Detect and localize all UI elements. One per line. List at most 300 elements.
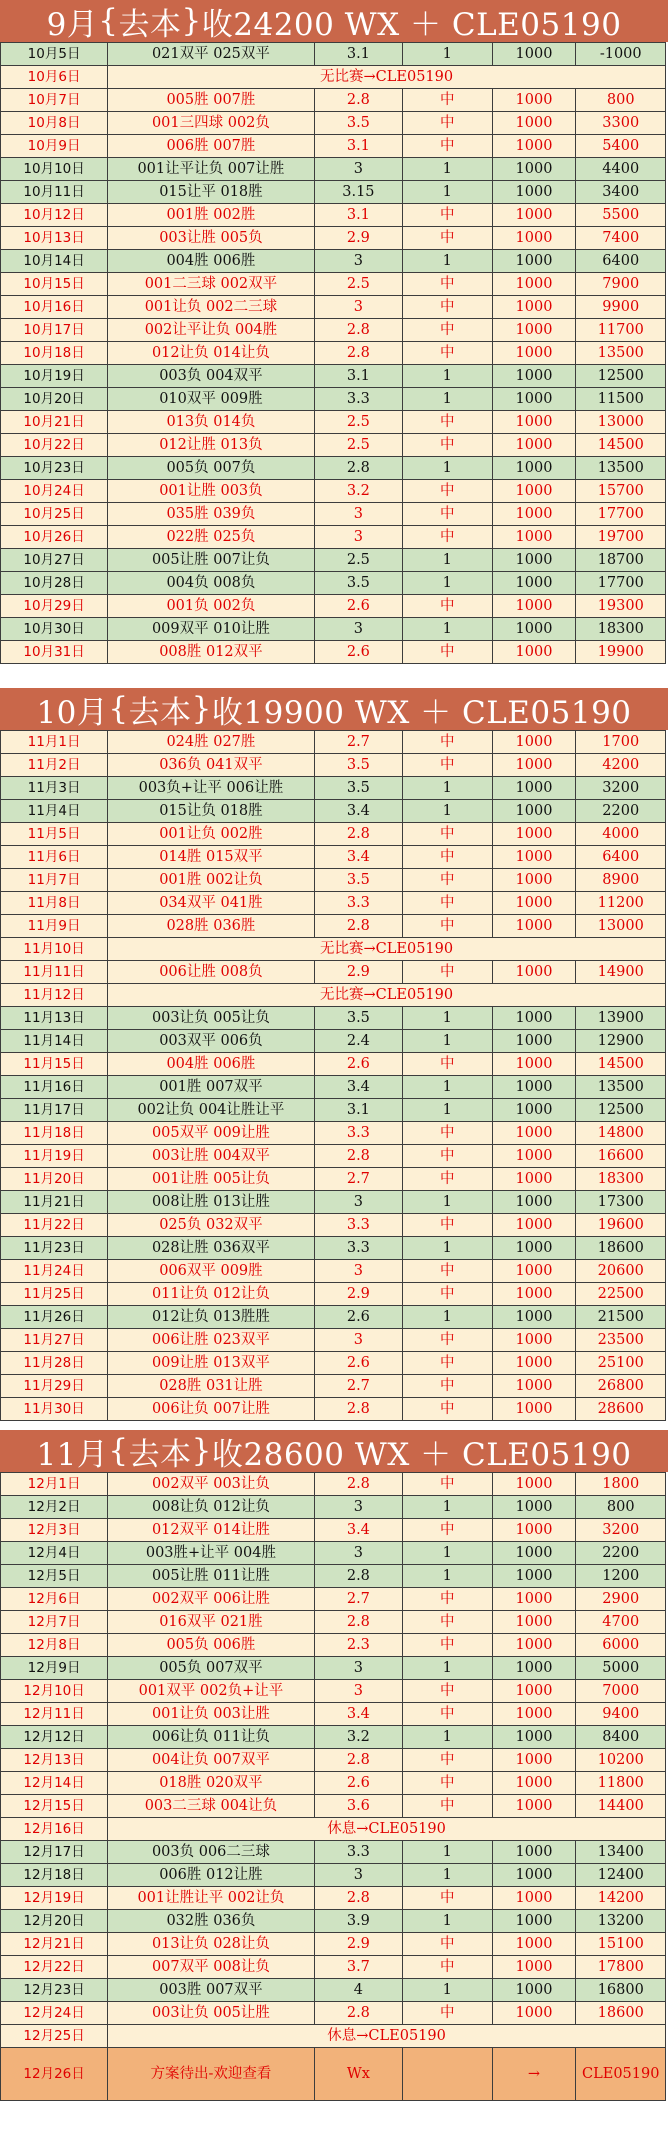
result-row [1, 526, 666, 549]
month-banner-october [0, 688, 668, 730]
odds-cell: 2.9 [314, 1283, 402, 1306]
result-row [1, 1283, 666, 1306]
result-row [1, 915, 666, 938]
balance-cell: 3200 [576, 1519, 666, 1542]
date-cell: 11月2日 [1, 754, 108, 777]
date-cell: 10月30日 [1, 618, 108, 641]
picks-cell: 004负 008负 [108, 572, 315, 595]
picks-cell: 032胜 036负 [108, 1910, 315, 1933]
date-cell: 12月13日 [1, 1749, 108, 1772]
date-cell: 11月22日 [1, 1214, 108, 1237]
odds-cell: 2.8 [314, 457, 402, 480]
stake-cell: 1000 [492, 961, 576, 984]
stake-cell: 1000 [492, 342, 576, 365]
result-row [1, 1145, 666, 1168]
picks-cell: 025负 032双平 [108, 1214, 315, 1237]
result-row [1, 480, 666, 503]
banner-open-brace: { [98, 3, 119, 39]
odds-cell: 3.3 [314, 1841, 402, 1864]
picks-cell: 009双平 010让胜 [108, 618, 315, 641]
stake-cell: 1000 [492, 1214, 576, 1237]
result-row [1, 365, 666, 388]
result-row [1, 388, 666, 411]
balance-cell: 800 [576, 89, 666, 112]
result-cell: 1 [403, 388, 492, 411]
result-row [1, 1956, 666, 1979]
balance-cell: 19900 [576, 641, 666, 664]
picks-cell: 001负 002负 [108, 595, 315, 618]
stake-cell: 1000 [492, 1237, 576, 1260]
date-cell: 12月9日 [1, 1657, 108, 1680]
picks-cell: 001胜 002让负 [108, 869, 315, 892]
banner-label: 去本 [128, 1436, 192, 1473]
result-cell: 1 [403, 1099, 492, 1122]
date-cell: 11月21日 [1, 1191, 108, 1214]
picks-cell: 003负 006二三球 [108, 1841, 315, 1864]
result-cell: 1 [403, 1864, 492, 1887]
odds-cell: 2.5 [314, 549, 402, 572]
result-cell: 1 [403, 457, 492, 480]
result-cell: 中 [403, 1703, 492, 1726]
result-cell: 1 [403, 549, 492, 572]
picks-cell: 001让胜 005让负 [108, 1168, 315, 1191]
result-cell: 中 [403, 846, 492, 869]
month-banner-september [0, 0, 668, 42]
result-cell: 中 [403, 1519, 492, 1542]
stake-cell: 1000 [492, 1007, 576, 1030]
stake-cell: 1000 [492, 1703, 576, 1726]
balance-cell: 13900 [576, 1007, 666, 1030]
balance-cell: 11500 [576, 388, 666, 411]
picks-cell: 001胜 002胜 [108, 204, 315, 227]
date-cell: 12月16日 [1, 1818, 108, 1841]
result-row [1, 457, 666, 480]
result-row [1, 1565, 666, 1588]
result-row [1, 135, 666, 158]
date-cell: 12月11日 [1, 1703, 108, 1726]
stake-cell: 1000 [492, 1565, 576, 1588]
date-cell: 11月7日 [1, 869, 108, 892]
result-cell: 1 [403, 1191, 492, 1214]
rest-day-note: 休息→CLE05190 [108, 2025, 666, 2048]
result-cell: 中 [403, 204, 492, 227]
result-row [1, 1933, 666, 1956]
picks-cell: 024胜 027胜 [108, 731, 315, 754]
result-cell: 中 [403, 1352, 492, 1375]
balance-cell: 19700 [576, 526, 666, 549]
date-cell: 12月14日 [1, 1772, 108, 1795]
picks-cell: 003让负 005让负 [108, 1007, 315, 1030]
picks-cell: 004胜 006胜 [108, 250, 315, 273]
picks-cell: 004胜 006胜 [108, 1053, 315, 1076]
odds-cell: 3 [314, 1329, 402, 1352]
result-cell: 中 [403, 961, 492, 984]
result-cell: 1 [403, 1910, 492, 1933]
balance-cell: 13500 [576, 342, 666, 365]
picks-cell: 012双平 014让胜 [108, 1519, 315, 1542]
result-row [1, 411, 666, 434]
balance-cell: 6400 [576, 846, 666, 869]
no-match-row [1, 1818, 666, 1841]
result-row [1, 846, 666, 869]
result-row [1, 1772, 666, 1795]
balance-cell: 26800 [576, 1375, 666, 1398]
balance-cell: 15700 [576, 480, 666, 503]
picks-cell: 003负 004双平 [108, 365, 315, 388]
result-row [1, 158, 666, 181]
picks-cell: 036负 041双平 [108, 754, 315, 777]
balance-cell: 6400 [576, 250, 666, 273]
picks-cell: 001让胜 003负 [108, 480, 315, 503]
result-row [1, 1979, 666, 2002]
balance-cell: 7900 [576, 273, 666, 296]
date-cell: 12月4日 [1, 1542, 108, 1565]
date-cell: 10月21日 [1, 411, 108, 434]
odds-cell: 2.9 [314, 1933, 402, 1956]
stake-cell: 1000 [492, 1283, 576, 1306]
balance-cell: 18600 [576, 1237, 666, 1260]
balance-cell: 2200 [576, 800, 666, 823]
date-cell: 10月15日 [1, 273, 108, 296]
balance-cell: 14200 [576, 1887, 666, 1910]
stake-cell: 1000 [492, 1611, 576, 1634]
result-cell: 中 [403, 1611, 492, 1634]
date-cell: 12月17日 [1, 1841, 108, 1864]
stake-cell: 1000 [492, 777, 576, 800]
date-cell: 11月15日 [1, 1053, 108, 1076]
result-row [1, 1887, 666, 1910]
result-cell: 中 [403, 754, 492, 777]
odds-cell: 3.5 [314, 754, 402, 777]
result-row [1, 1473, 666, 1496]
result-row [1, 1680, 666, 1703]
banner-label: 去本 [128, 694, 192, 731]
stake-cell: 1000 [492, 1260, 576, 1283]
picks-cell: 003让负 005让胜 [108, 2002, 315, 2025]
date-cell: 12月21日 [1, 1933, 108, 1956]
balance-cell: 7000 [576, 1680, 666, 1703]
picks-cell: 010双平 009胜 [108, 388, 315, 411]
date-cell: 11月1日 [1, 731, 108, 754]
date-cell: 11月30日 [1, 1398, 108, 1421]
stake-cell: 1000 [492, 1099, 576, 1122]
odds-cell: 3.7 [314, 1956, 402, 1979]
stake-cell: 1000 [492, 1145, 576, 1168]
date-cell: 10月12日 [1, 204, 108, 227]
odds-cell: 2.5 [314, 411, 402, 434]
odds-cell: 2.8 [314, 2002, 402, 2025]
stake-cell: 1000 [492, 319, 576, 342]
date-cell: 10月19日 [1, 365, 108, 388]
result-cell: 中 [403, 1634, 492, 1657]
result-cell: 1 [403, 1007, 492, 1030]
result-cell: 中 [403, 892, 492, 915]
result-cell: 中 [403, 1053, 492, 1076]
balance-cell: 13200 [576, 1910, 666, 1933]
picks-cell: 021双平 025双平 [108, 43, 315, 66]
result-cell: 1 [403, 181, 492, 204]
picks-cell: 001双平 002负+让平 [108, 1680, 315, 1703]
balance-cell: 3400 [576, 181, 666, 204]
result-row [1, 1030, 666, 1053]
stake-cell: 1000 [492, 1795, 576, 1818]
result-cell: 中 [403, 915, 492, 938]
result-row [1, 1329, 666, 1352]
balance-cell: 1700 [576, 731, 666, 754]
date-cell: 11月11日 [1, 961, 108, 984]
result-cell: 中 [403, 1473, 492, 1496]
result-cell: 中 [403, 1375, 492, 1398]
odds-cell: 2.6 [314, 1772, 402, 1795]
stake-cell: 1000 [492, 1053, 576, 1076]
result-cell: 中 [403, 135, 492, 158]
picks-cell: 008让负 012让负 [108, 1496, 315, 1519]
picks-cell: 005让胜 007让负 [108, 549, 315, 572]
picks-cell: 006胜 007胜 [108, 135, 315, 158]
odds-cell: 3.3 [314, 1237, 402, 1260]
result-row [1, 1703, 666, 1726]
result-row [1, 1260, 666, 1283]
result-row [1, 1122, 666, 1145]
result-row [1, 1726, 666, 1749]
odds-cell: 2.8 [314, 89, 402, 112]
odds-cell: 3.3 [314, 1122, 402, 1145]
stake-cell: 1000 [492, 411, 576, 434]
balance-cell: 1200 [576, 1565, 666, 1588]
date-cell: 11月24日 [1, 1260, 108, 1283]
odds-cell: 3.4 [314, 1703, 402, 1726]
balance-cell: 11800 [576, 1772, 666, 1795]
result-row [1, 1910, 666, 1933]
daily-results-table-november [0, 730, 666, 1421]
date-cell: 10月26日 [1, 526, 108, 549]
date-cell: 11月28日 [1, 1352, 108, 1375]
date-cell: 11月27日 [1, 1329, 108, 1352]
picks-cell: 001让负 002二三球 [108, 296, 315, 319]
balance-cell: 7400 [576, 227, 666, 250]
stake-cell: 1000 [492, 823, 576, 846]
picks-cell: 005胜 007胜 [108, 89, 315, 112]
balance-cell: 22500 [576, 1283, 666, 1306]
result-cell: 中 [403, 434, 492, 457]
odds-cell: 2.9 [314, 227, 402, 250]
picks-cell: 015让负 018胜 [108, 800, 315, 823]
stake-cell: 1000 [492, 135, 576, 158]
date-cell: 12月22日 [1, 1956, 108, 1979]
date-cell: 11月3日 [1, 777, 108, 800]
result-row [1, 273, 666, 296]
odds-cell: 3 [314, 296, 402, 319]
picks-cell: 001三四球 002负 [108, 112, 315, 135]
result-row [1, 961, 666, 984]
odds-cell: 2.8 [314, 1473, 402, 1496]
picks-cell: 035胜 039负 [108, 503, 315, 526]
stake-cell: 1000 [492, 158, 576, 181]
stake-cell: 1000 [492, 43, 576, 66]
result-cell: 中 [403, 823, 492, 846]
date-cell: 10月24日 [1, 480, 108, 503]
picks-cell: 009让胜 013双平 [108, 1352, 315, 1375]
odds-cell: 2.7 [314, 731, 402, 754]
picks-cell: 006胜 012让胜 [108, 1864, 315, 1887]
no-match-row [1, 66, 666, 89]
picks-cell: 004让负 007双平 [108, 1749, 315, 1772]
result-cell: 1 [403, 158, 492, 181]
result-cell: 1 [403, 1979, 492, 2002]
balance-cell: 13000 [576, 915, 666, 938]
date-cell: 11月4日 [1, 800, 108, 823]
stake-cell: 1000 [492, 595, 576, 618]
stake-cell: 1000 [492, 641, 576, 664]
date-cell: 12月23日 [1, 1979, 108, 2002]
balance-cell: 8400 [576, 1726, 666, 1749]
daily-results-table-december [0, 1472, 666, 2101]
balance-cell: 18300 [576, 1168, 666, 1191]
odds-cell: 2.3 [314, 1634, 402, 1657]
odds-cell: 3 [314, 1864, 402, 1887]
date-cell: 10月9日 [1, 135, 108, 158]
daily-results-table-october [0, 42, 666, 664]
stake-cell: 1000 [492, 731, 576, 754]
picks-cell: 015让平 018胜 [108, 181, 315, 204]
result-cell: 1 [403, 1076, 492, 1099]
date-cell: 10月5日 [1, 43, 108, 66]
result-row [1, 869, 666, 892]
stake-cell: 1000 [492, 915, 576, 938]
result-row [1, 1864, 666, 1887]
stake-cell: 1000 [492, 1519, 576, 1542]
picks-cell: 005双平 009让胜 [108, 1122, 315, 1145]
rest-day-note: 休息→CLE05190 [108, 1818, 666, 1841]
result-cell: 中 [403, 1329, 492, 1352]
result-row [1, 1795, 666, 1818]
odds-cell: 2.4 [314, 1030, 402, 1053]
odds-cell: 2.8 [314, 1145, 402, 1168]
result-row [1, 1542, 666, 1565]
odds-cell: 2.8 [314, 1887, 402, 1910]
date-cell: 11月16日 [1, 1076, 108, 1099]
balance-cell: 800 [576, 1496, 666, 1519]
result-row [1, 1352, 666, 1375]
result-cell: 中 [403, 89, 492, 112]
rest-day-note: 无比赛→CLE05190 [108, 984, 666, 1007]
result-cell: 1 [403, 800, 492, 823]
banner-close-brace: } [191, 691, 212, 727]
result-cell: 中 [403, 273, 492, 296]
date-cell: 10月18日 [1, 342, 108, 365]
stake-cell: 1000 [492, 1329, 576, 1352]
month-banner-november [0, 1430, 668, 1472]
picks-cell: 006让负 007让胜 [108, 1398, 315, 1421]
upcoming-plan-row [1, 2048, 666, 2101]
result-cell: 中 [403, 1168, 492, 1191]
stake-cell: 1000 [492, 1122, 576, 1145]
stake-cell: 1000 [492, 800, 576, 823]
stake-cell: 1000 [492, 250, 576, 273]
stake-cell: 1000 [492, 1588, 576, 1611]
result-row [1, 89, 666, 112]
rest-day-note: 无比赛→CLE05190 [108, 66, 666, 89]
result-row [1, 2002, 666, 2025]
odds-cell: 3.3 [314, 1214, 402, 1237]
result-row [1, 1611, 666, 1634]
date-cell: 11月12日 [1, 984, 108, 1007]
stake-cell: 1000 [492, 1496, 576, 1519]
result-row [1, 1519, 666, 1542]
banner-month: 9月 [46, 6, 99, 43]
result-row [1, 777, 666, 800]
date-cell: 10月28日 [1, 572, 108, 595]
result-cell: 1 [403, 1237, 492, 1260]
stake-cell: 1000 [492, 1680, 576, 1703]
date-cell: 10月17日 [1, 319, 108, 342]
result-row [1, 1657, 666, 1680]
stake-cell: 1000 [492, 1841, 576, 1864]
stake-cell: 1000 [492, 1749, 576, 1772]
result-cell: 中 [403, 1588, 492, 1611]
result-row [1, 227, 666, 250]
result-row [1, 1306, 666, 1329]
odds-cell: 3 [314, 1191, 402, 1214]
result-cell: 1 [403, 1542, 492, 1565]
balance-cell: 1800 [576, 1473, 666, 1496]
odds-cell: 2.6 [314, 641, 402, 664]
picks-cell: 002双平 006让胜 [108, 1588, 315, 1611]
balance-cell: 2900 [576, 1588, 666, 1611]
odds-cell: 3.3 [314, 892, 402, 915]
result-cell: 中 [403, 411, 492, 434]
result-row [1, 342, 666, 365]
picks-cell: 008让胜 013让胜 [108, 1191, 315, 1214]
banner-open-brace: { [108, 691, 129, 727]
stake-cell: 1000 [492, 273, 576, 296]
result-cell: 中 [403, 1283, 492, 1306]
result-cell: 中 [403, 296, 492, 319]
banner-summary: 收24200 WX ＋ CLE05190 [201, 6, 622, 43]
odds-cell: 4 [314, 1979, 402, 2002]
result-cell: 1 [403, 1496, 492, 1519]
picks-cell: 003让胜 005负 [108, 227, 315, 250]
result-cell: 中 [403, 1772, 492, 1795]
date-cell: 11月8日 [1, 892, 108, 915]
result-row [1, 1214, 666, 1237]
odds-cell: 2.5 [314, 273, 402, 296]
odds-cell: 3 [314, 250, 402, 273]
balance-cell: 13500 [576, 457, 666, 480]
date-cell: 10月6日 [1, 66, 108, 89]
picks-cell: 003双平 006负 [108, 1030, 315, 1053]
odds-cell: 3.5 [314, 869, 402, 892]
balance-cell: 4000 [576, 823, 666, 846]
banner-summary: 收28600 WX ＋ CLE05190 [211, 1436, 632, 1473]
odds-cell: 3.5 [314, 572, 402, 595]
date-cell: 10月16日 [1, 296, 108, 319]
stake-cell: 1000 [492, 1030, 576, 1053]
date-cell: 11月5日 [1, 823, 108, 846]
stake-cell: 1000 [492, 388, 576, 411]
result-row [1, 1076, 666, 1099]
banner-label: 去本 [118, 6, 182, 43]
odds-cell: 3.1 [314, 365, 402, 388]
balance-cell: 12500 [576, 1099, 666, 1122]
balance-cell: 6000 [576, 1634, 666, 1657]
picks-cell: 028胜 036胜 [108, 915, 315, 938]
date-cell: 11月13日 [1, 1007, 108, 1030]
banner-close-brace: } [181, 3, 202, 39]
stake-cell: 1000 [492, 1306, 576, 1329]
balance-cell: 5400 [576, 135, 666, 158]
stake-cell: 1000 [492, 1956, 576, 1979]
